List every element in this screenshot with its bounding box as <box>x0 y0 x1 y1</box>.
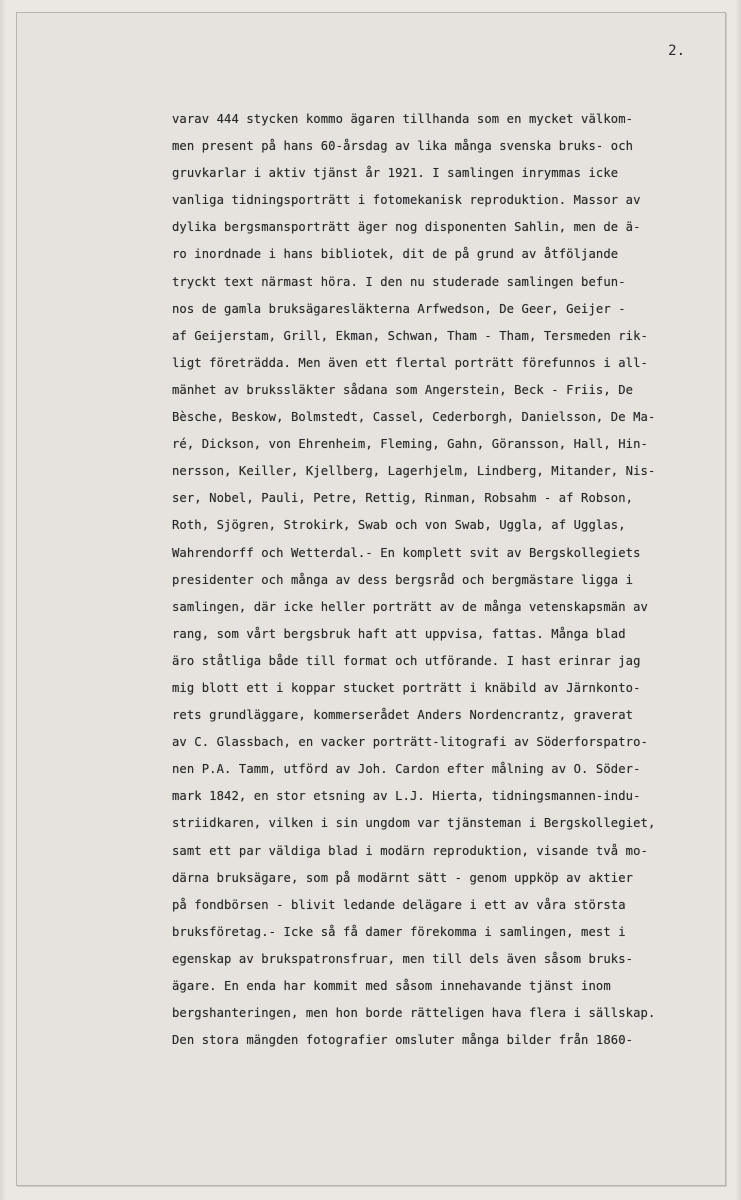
text-line: vanliga tidningsporträtt i fotomekanisk reproduktion. Massor av <box>172 193 641 208</box>
text-line: ro inordnade i hans bibliotek, dit de på grund av åtföljande <box>172 247 619 262</box>
text-line: bergshanteringen, men hon borde rätteligen hava flera i sällskap. <box>172 1006 656 1021</box>
text-line: av C. Glassbach, en vacker porträtt-litografi av Söderforspatro- <box>172 735 648 750</box>
text-line: Roth, Sjögren, Strokirk, Swab och von Swab, Uggla, af Ugglas, <box>172 518 626 533</box>
text-line: dylika bergsmansporträtt äger nog disponenten Sahlin, men de ä- <box>172 220 641 235</box>
text-line: rang, som vårt bergsbruk haft att uppvisa, fattas. Många blad <box>172 626 626 641</box>
text-line: samlingen, där icke heller porträtt av de många vetenskapsmän av <box>172 599 648 614</box>
text-line: ser, Nobel, Pauli, Petre, Rettig, Rinman, Robsahm - af Robson, <box>172 491 634 506</box>
text-line: egenskap av brukspatronsfruar, men till dels även såsom bruks- <box>172 951 634 966</box>
text-line: mig blott ett i koppar stucket porträtt i knäbild av Järnkonto- <box>172 680 641 695</box>
text-line: striidkaren, vilken i sin ungdom var tjänsteman i Bergskollegiet, <box>172 816 656 831</box>
text-line: rets grundläggare, kommerserådet Anders Nordencrantz, graverat <box>172 708 634 723</box>
page-number: 2. <box>668 43 685 59</box>
text-line: Bèsche, Beskow, Bolmstedt, Cassel, Cederborgh, Danielsson, De Ma- <box>172 410 656 425</box>
text-line: tryckt text närmast höra. I den nu studerade samlingen befun- <box>172 274 626 289</box>
text-line: nersson, Keiller, Kjellberg, Lagerhjelm, Lindberg, Mitander, Nis- <box>172 464 656 479</box>
text-line: Wahrendorff och Wetterdal.- En komplett svit av Bergskollegiets <box>172 545 641 560</box>
text-line: därna bruksägare, som på modärnt sätt - genom uppköp av aktier <box>172 870 634 885</box>
text-line: men present på hans 60-årsdag av lika många svenska bruks- och <box>172 139 634 154</box>
text-line: af Geijerstam, Grill, Ekman, Schwan, Tham - Tham, Tersmeden rik- <box>172 328 648 343</box>
text-line: på fondbörsen - blivit ledande delägare i ett av våra största <box>172 897 626 912</box>
text-line: äro ståtliga både till format och utförande. I hast erinrar jag <box>172 653 641 668</box>
text-line: nen P.A. Tamm, utförd av Joh. Cardon efter målning av O. Söder- <box>172 762 641 777</box>
text-line: samt ett par väldiga blad i modärn reproduktion, visande två mo- <box>172 843 648 858</box>
text-line: Den stora mängden fotografier omsluter många bilder från 1860- <box>172 1033 634 1048</box>
text-line: ré, Dickson, von Ehrenheim, Fleming, Gahn, Göransson, Hall, Hin- <box>172 437 648 452</box>
text-line: mark 1842, en stor etsning av L.J. Hierta, tidningsmannen-indu- <box>172 789 641 804</box>
body-text <box>172 106 712 1054</box>
text-line: gruvkarlar i aktiv tjänst år 1921. I samlingen inrymmas icke <box>172 166 619 181</box>
text-line: ligt företrädda. Men även ett flertal porträtt förefunnos i all- <box>172 355 648 370</box>
text-line: nos de gamla bruksägaresläkterna Arfwedson, De Geer, Geijer - <box>172 301 626 316</box>
text-line: varav 444 stycken kommo ägaren tillhanda som en mycket välkom- <box>172 112 634 126</box>
text-line: ägare. En enda har kommit med såsom innehavande tjänst inom <box>172 979 611 993</box>
text-line: presidenter och många av dess bergsråd och bergmästare ligga i <box>172 572 634 587</box>
text-line: bruksföretag.- Icke så få damer förekomma i samlingen, mest i <box>172 924 626 939</box>
text-line: mänhet av brukssläkter sådana som Angerstein, Beck - Friis, De <box>172 382 634 397</box>
